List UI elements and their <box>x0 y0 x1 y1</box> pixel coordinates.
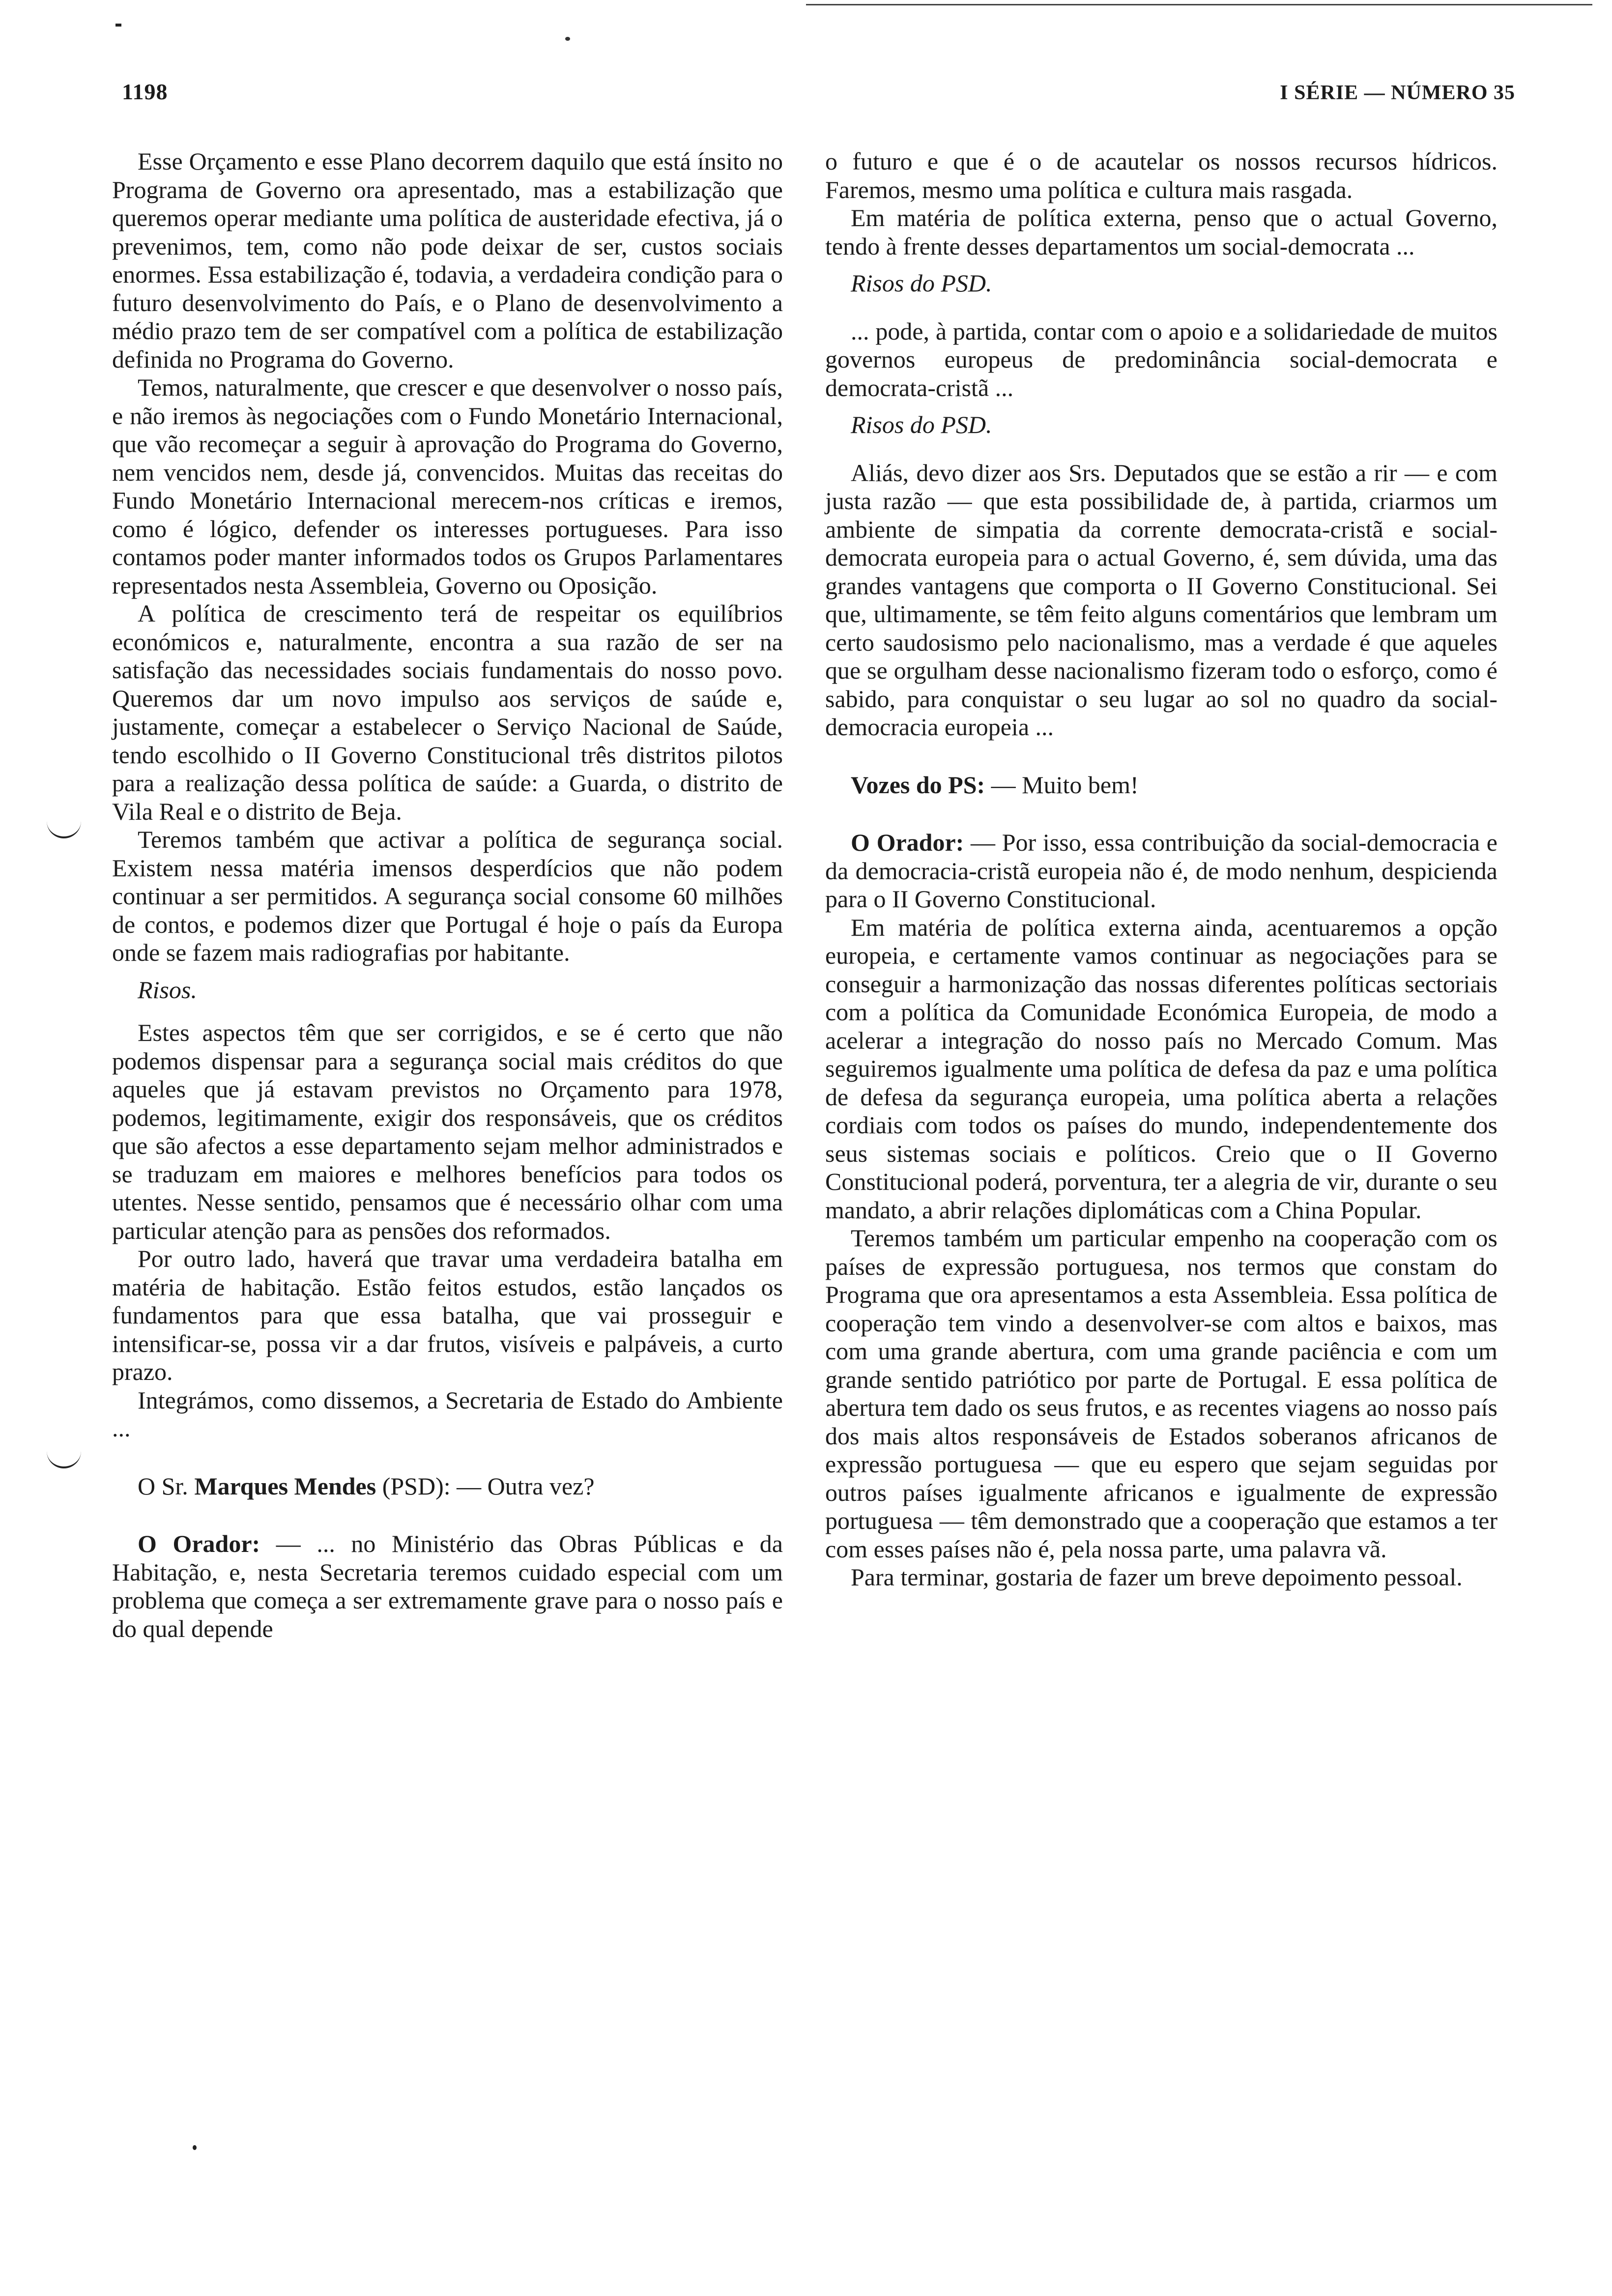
page-number: 1198 <box>122 79 168 104</box>
paragraph: ... pode, à partida, contar com o apoio e a solidariedade de muitos governos europeus de predominância social-democrata e democrata-cristã ... <box>825 317 1497 402</box>
speaker-name: O Orador: <box>851 829 964 856</box>
series-heading: I SÉRIE — NÚMERO 35 <box>1280 82 1515 104</box>
left-column <box>112 147 783 1643</box>
speech <box>112 1530 783 1643</box>
top-rule <box>806 4 1592 5</box>
speech <box>825 829 1497 914</box>
stage-direction: Risos do PSD. <box>851 411 992 438</box>
scan-dot <box>193 2145 197 2150</box>
paragraph: Em matéria de política externa ainda, acentuaremos a opção europeia, e certamente vamos continuar as negociações para se conseguir a harmonização das nossas diferentes políticas sectoriais com a política da Comunidade Económica Europeia, de modo a acelerar a integração do nosso país no Mercado Comum. Mas seguiremos igualmente uma política de defesa da paz e uma política de defesa da segurança europeia, uma política aberta a relações cordiais com todos os países do mundo, independentemente dos seus sistemas sociais e políticos. Creio que o II Governo Constitucional poderá, porventura, ter a alegria de vir, durante o seu mandato, a abrir relações diplomáticas com a China Popular. <box>825 913 1497 1224</box>
interjection <box>112 1472 783 1501</box>
scan-mark <box>565 37 570 41</box>
paragraph: A política de crescimento terá de respeitar os equilíbrios económicos e, naturalmente, encontra a sua razão de ser na satisfação das necessidades sociais fundamentais do nosso povo. Queremos dar um novo impulso aos serviços de saúde e, justamente, começar a estabelecer o Serviço Nacional de Saúde, tendo escolhido o II Governo Constitucional três distritos pilotos para a realização dessa política de saúde: a Guarda, o distrito de Vila Real e o distrito de Beja. <box>112 600 783 825</box>
interjection-text: — Muito bem! <box>985 771 1139 799</box>
paragraph: Em matéria de política externa, penso que o actual Governo, tendo à frente desses departamentos um social-democrata ... <box>825 204 1497 260</box>
paragraph: Integrámos, como dissemos, a Secretaria de Estado do Ambiente ... <box>112 1386 783 1442</box>
paragraph: Aliás, devo dizer aos Srs. Deputados que se estão a rir — e com justa razão — que esta possibilidade de, à partida, criarmos um ambiente de simpatia da corrente democrata-cristã e social-democrata europeia para o actual Governo, é, sem dúvida, uma das grandes vantagens que comporta o II Governo Constitucional. Sei que, ultimamente, se têm feito alguns comentários que lembram um certo saudosismo pelo nacionalismo, mas a verdade é que aqueles que se orgulham desse nacionalismo fizeram todo o esforço, como é sabido, para conquistar o seu lugar ao sol no quadro da social-democracia europeia ... <box>825 459 1497 741</box>
interjection <box>825 771 1497 800</box>
paragraph: Esse Orçamento e esse Plano decorrem daquilo que está ínsito no Programa de Governo ora apresentado, mas a estabilização que queremos operar mediante uma política de austeridade efectiva, já o prevenimos, tem, como não pode deixar de ser, custos sociais enormes. Essa estabilização é, todavia, a verdadeira condição para o futuro desenvolvimento do País, e o Plano de desenvolvimento a médio prazo tem de ser compatível com a política de estabilização definida no Programa do Governo. <box>112 147 783 373</box>
stage-direction: Risos do PSD. <box>851 269 992 297</box>
paragraph: Teremos também um particular empenho na cooperação com os países de expressão portuguesa, nos termos que constam do Programa que ora apresentamos a esta Assembleia. Essa política de cooperação tem vindo a desenvolver-se com altos e baixos, mas com uma grande abertura, com uma grande paciência e com um grande sentido patriótico por parte de Portugal. E essa política de abertura tem dado os seus frutos, e as recentes viagens ao nosso país dos mais altos responsáveis de Estados soberanos africanos de expressão portuguesa — que eu espero que sejam seguidas por outros países igualmente africanos e igualmente de expressão portuguesa — têm demonstrado que a cooperação que estamos a ter com esses países não é, pela nossa parte, uma palavra vã. <box>825 1224 1497 1563</box>
paragraph: Teremos também que activar a política de segurança social. Existem nessa matéria imensos desperdícios que não podem continuar a ser permitidos. A segurança social consome 60 milhões de contos, e podemos dizer que Portugal é hoje o país da Europa onde se fazem mais radiografias por habitante. <box>112 826 783 966</box>
stage-direction: Risos. <box>138 976 197 1004</box>
right-column <box>825 147 1497 1592</box>
margin-mark <box>47 1450 81 1468</box>
speech-text: — Por isso, essa contribuição da social-democracia e da democracia-cristã europeia não é, de modo nenhum, despicienda para o II Governo Constitucional. <box>825 829 1497 913</box>
paragraph: Para terminar, gostaria de fazer um breve depoimento pessoal. <box>851 1563 1463 1591</box>
speaker-name: Marques Mendes <box>194 1472 376 1500</box>
interjection-prefix: O Sr. <box>138 1472 195 1500</box>
scan-mark <box>115 24 121 27</box>
margin-mark <box>47 820 81 838</box>
interjection-text: (PSD): — Outra vez? <box>376 1472 595 1500</box>
paragraph: Estes aspectos têm que ser corrigidos, e se é certo que não podemos dispensar para a segurança social mais créditos do que aqueles que já estavam previstos no Orçamento para 1978, podemos, legitimamente, exigir dos responsáveis, que os créditos que são afectos a esse departamento sejam melhor administrados e se traduzam em maiores e melhores benefícios para todos os utentes. Nesse sentido, pensamos que é necessário olhar com uma particular atenção para as pensões dos reformados. <box>112 1019 783 1244</box>
paragraph: Temos, naturalmente, que crescer e que desenvolver o nosso país, e não iremos às negociações com o Fundo Monetário Internacional, que vão recomeçar a seguir à aprovação do Programa do Governo, nem vencidos nem, desde já, convencidos. Muitas das receitas do Fundo Monetário Internacional merecem-nos críticas e iremos, como é lógico, defender os interesses portugueses. Para isso contamos poder manter informados todos os Grupos Parlamentares representados nesta Assembleia, Governo ou Oposição. <box>112 373 783 599</box>
speech-text: — ... no Ministério das Obras Públicas e da Habitação, e, nesta Secretaria teremos cuidado especial com um problema que começa a ser extremamente grave para o nosso país e do qual depende <box>112 1530 783 1642</box>
paragraph: o futuro e que é o de acautelar os nossos recursos hídricos. Faremos, mesmo uma política e cultura mais rasgada. <box>825 147 1497 203</box>
paragraph: Por outro lado, haverá que travar uma verdadeira batalha em matéria de habitação. Estão feitos estudos, estão lançados os fundamentos para que essa batalha, que vai prosseguir e intensificar-se, possa vir a dar frutos, visíveis e palpáveis, a curto prazo. <box>112 1245 783 1385</box>
speaker-name: Vozes do PS: <box>851 771 985 799</box>
speaker-name: O Orador: <box>138 1530 260 1557</box>
